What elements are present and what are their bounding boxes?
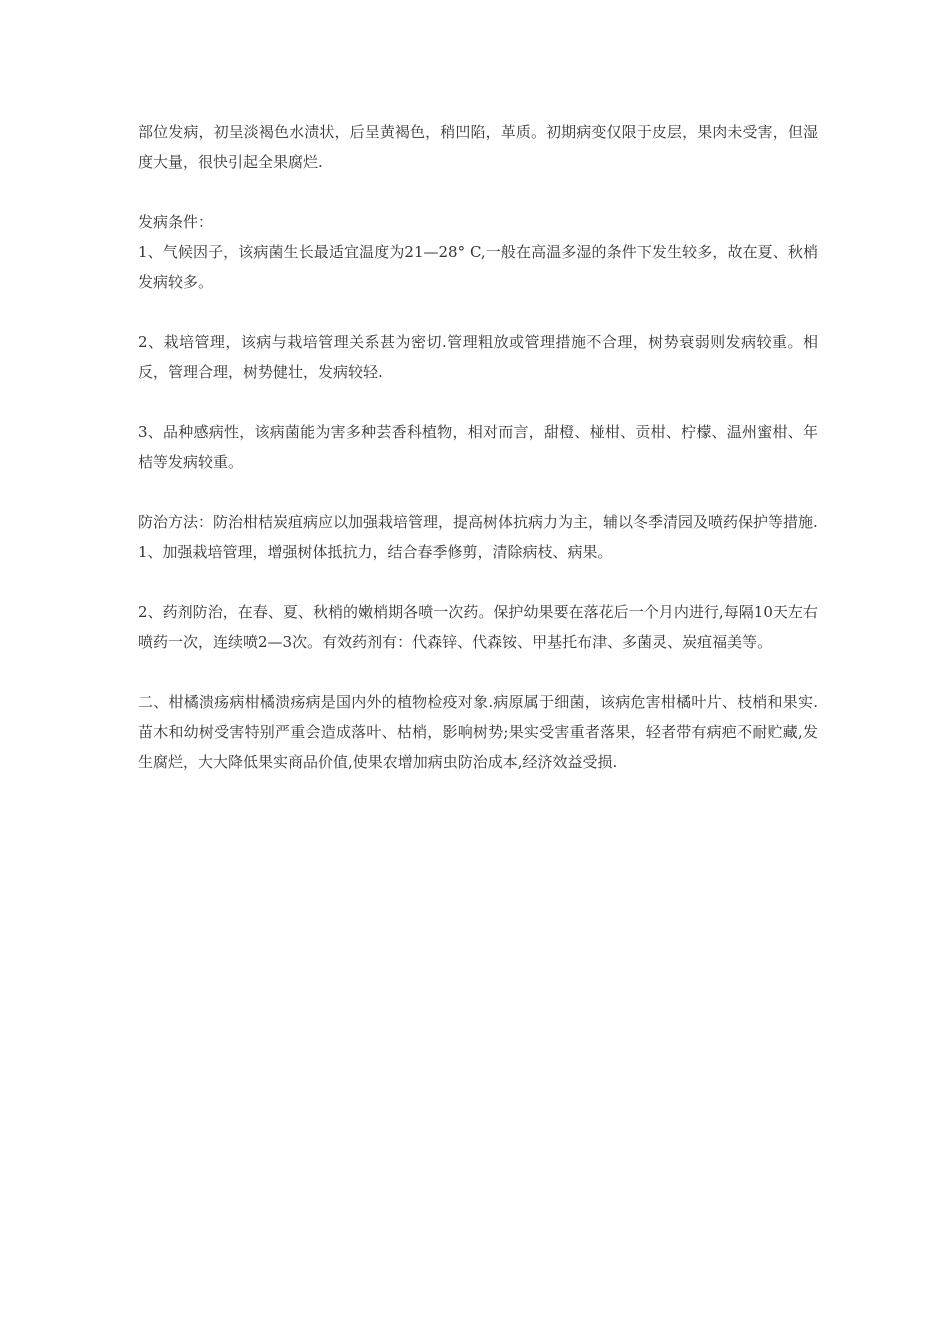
paragraph-condition-2: 2、栽培管理，该病与栽培管理关系甚为密切.管理粗放或管理措施不合理，树势衰弱则发病较重。相反，管理合理，树势健壮，发病较轻. (138, 333, 818, 381)
paragraph-gap (138, 387, 818, 417)
paragraph-condition-3: 3、品种感病性，该病菌能为害多种芸香科植物，相对而言，甜橙、椪柑、贡柑、柠檬、温州蜜柑、年桔等发病较重。 (138, 423, 818, 471)
paragraph-control-intro: 防治方法：防治柑桔炭疽病应以加强栽培管理，提高树体抗病力为主，辅以冬季清园及喷药保护等措施. (138, 513, 818, 531)
paragraph-gap (138, 177, 818, 207)
paragraph-condition-1: 1、气候因子，该病菌生长最适宜温度为21—28° C,一般在高温多湿的条件下发生较多，故在夏、秋梢发病较多。 (138, 243, 818, 291)
document-body (138, 117, 818, 777)
paragraph-symptoms: 部位发病，初呈淡褐色水渍状，后呈黄褐色，稍凹陷，革质。初期病变仅限于皮层，果肉未受害，但湿度大量，很快引起全果腐烂. (138, 123, 818, 171)
paragraph-gap (138, 567, 818, 597)
paragraph-method-1: 1、加强栽培管理，增强树体抵抗力，结合春季修剪，清除病枝、病果。 (138, 543, 613, 561)
paragraph-section-2: 二、柑橘溃疡病柑橘溃疡病是国内外的植物检疫对象.病原属于细菌，该病危害柑橘叶片、枝梢和果实.苗木和幼树受害特别严重会造成落叶、枯梢，影响树势;果实受害重者落果，轻者带有病疤不耐贮藏,发生腐烂，大大降低果实商品价值,使果农增加病虫防治成本,经济效益受损. (138, 693, 818, 771)
paragraph-gap (138, 657, 818, 687)
paragraph-method-2: 2、药剂防治，在春、夏、秋梢的嫩梢期各喷一次药。保护幼果要在落花后一个月内进行,每隔10天左右喷药一次，连续喷2—3次。有效药剂有：代森锌、代森铵、甲基托布津、多菌灵、炭疽福美等。 (138, 603, 818, 651)
paragraph-gap (138, 477, 818, 507)
paragraph-gap (138, 297, 818, 327)
heading-conditions: 发病条件： (138, 213, 214, 231)
